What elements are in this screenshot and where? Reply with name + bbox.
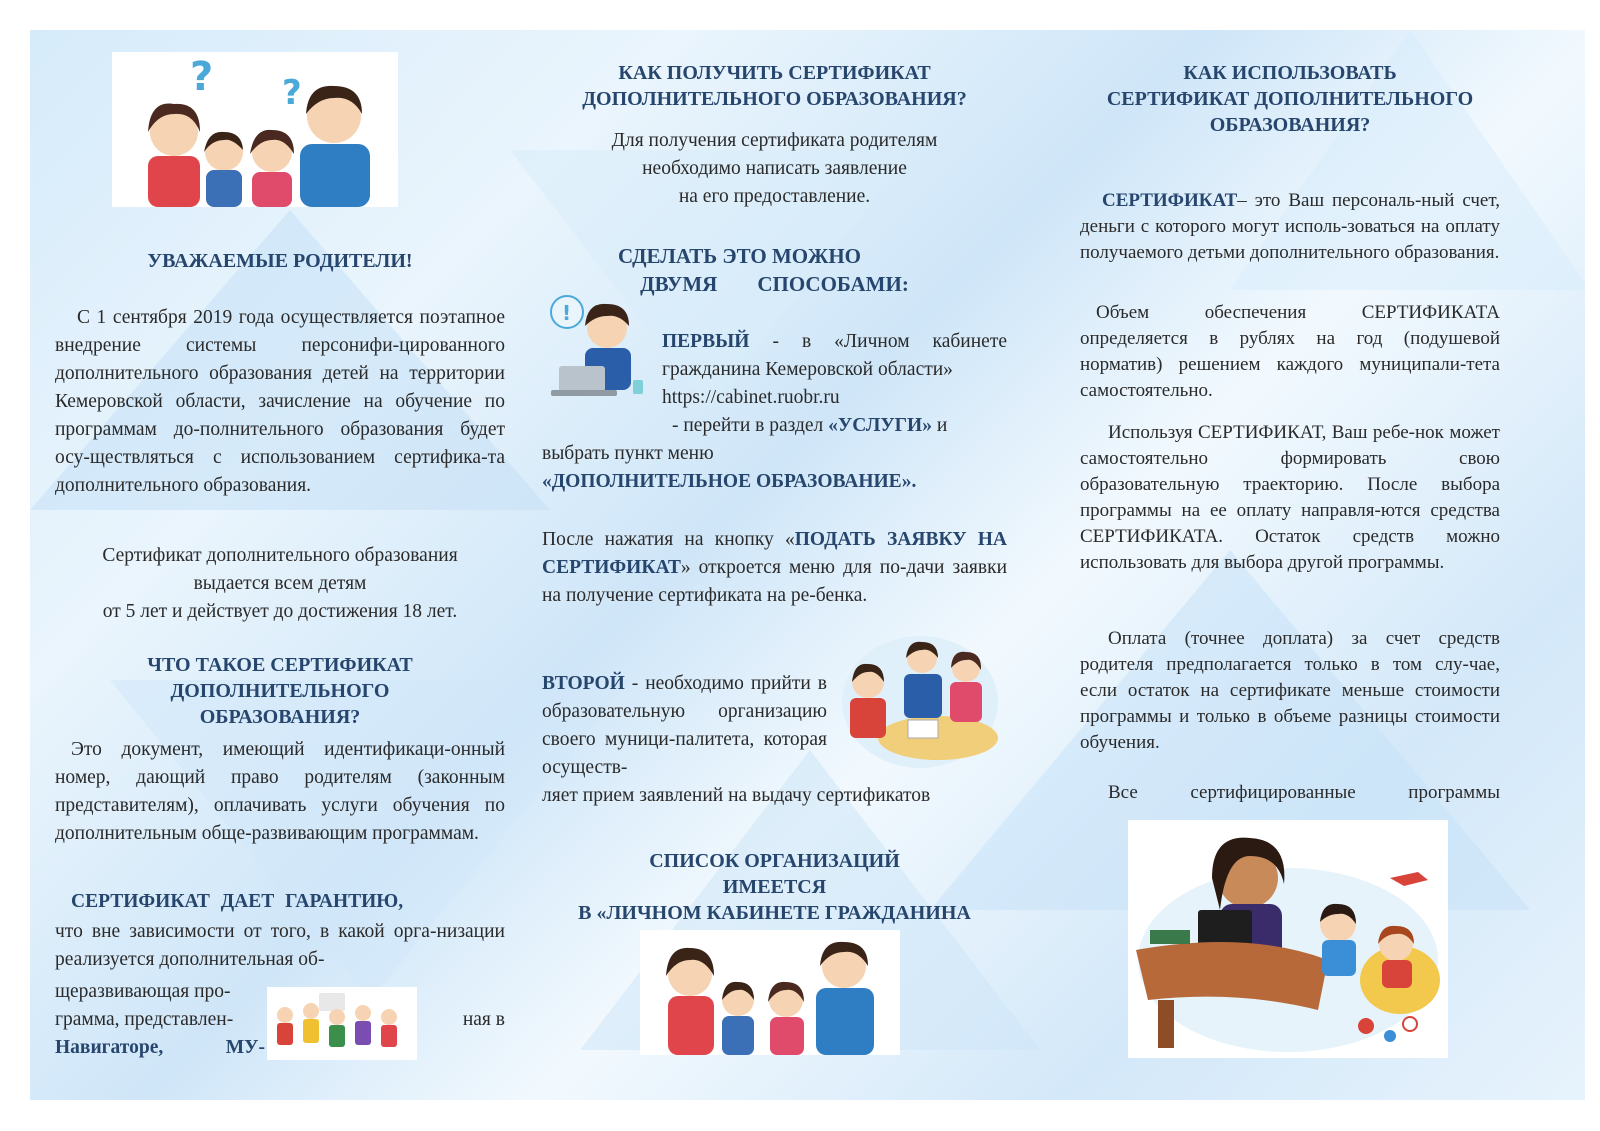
heading-word: СПОСОБАМИ <box>757 272 902 296</box>
services-menu-label: «УСЛУГИ» <box>828 415 932 436</box>
svg-text:?: ? <box>282 73 302 113</box>
text-line: необходимо написать заявление <box>642 158 907 179</box>
family-meeting-illustration <box>838 628 1003 768</box>
after-click-paragraph <box>542 526 1007 610</box>
text-line: Для получения сертификата родителям <box>611 130 938 151</box>
guarantee-heading <box>55 888 505 916</box>
issued-line: от 5 лет и действует до достижения 18 лет. <box>102 601 458 622</box>
first-way-paragraph <box>662 328 1007 412</box>
guarantee-paragraph: что вне зависимости от того, в какой орга-низации реализуется дополнительная об- <box>55 921 505 970</box>
heading-line: ОБРАЗОВАНИЯ? <box>199 706 361 728</box>
volume-paragraph: Объем обеспечения СЕРТИФИКАТА определяется в рублях на год (подушевой норматив) решением каждого муниципали-тета самостоятельно. <box>1080 302 1500 401</box>
issued-paragraph <box>55 542 505 626</box>
first-way-text: и <box>936 415 948 436</box>
intro-paragraph: С 1 сентября 2019 года осуществляется поэтапное внедрение системы персонифи-цированного дополнительного образования детей на территории Кемеровской области, зачисление на обучение по программам до-полнительного образования будет осу-ществляться с использованием сертифика-та дополнительного образования. <box>55 307 505 496</box>
greeting-heading: УВАЖАЕМЫЕ РОДИТЕЛИ! <box>147 250 413 272</box>
heading-line: КАК ПОЛУЧИТЬ СЕРТИФИКАТ <box>618 62 931 84</box>
heading-line: В «ЛИЧНОМ КАБИНЕТЕ ГРАЖДАНИНА <box>578 902 971 924</box>
guarantee-bold: СЕРТИФИКАТ ДАЕТ ГАРАНТИЮ, <box>71 891 404 912</box>
using-paragraph: Используя СЕРТИФИКАТ, Ваш ребе-нок может самостоятельно формировать свою образовательную траекторию. После выбора программы на ее оплату направля-ются средства СЕРТИФИКАТА. Остаток средств можно использовать для выбора другой программы. <box>1080 422 1500 573</box>
first-way-label: ПЕРВЫЙ <box>662 331 750 352</box>
two-ways-heading: СДЕЛАТЬ ЭТО МОЖНО ДВУМЯ СПОСОБАМИ: <box>542 242 1007 298</box>
guarantee-left-text <box>55 978 265 1062</box>
heading-line: СЕРТИФИКАТ ДОПОЛНИТЕЛЬНОГО <box>1106 88 1474 110</box>
right-panel <box>1080 30 1500 1100</box>
organizations-list-heading <box>542 848 1007 926</box>
navigator-bold: Навигаторе, <box>55 1037 164 1058</box>
svg-text:!: ! <box>562 301 572 325</box>
text-line: на его предоставление. <box>678 186 871 207</box>
brochure-sheet <box>30 30 1585 1100</box>
family-thinking-illustration <box>112 52 398 207</box>
heading-word: ДВУМЯ <box>640 272 718 296</box>
after-click-text: » откроется меню для по-дачи заявки на получение сертификата на ре-бенка. <box>542 557 1007 606</box>
children-reading-illustration <box>267 987 417 1060</box>
heading-line: СДЕЛАТЬ ЭТО МОЖНО <box>617 244 862 268</box>
how-to-get-paragraph <box>542 127 1007 211</box>
first-way-text: - перейти в раздел <box>672 415 824 436</box>
first-way-paragraph-cont <box>542 412 1007 496</box>
issued-line: выдается всем детям <box>193 573 367 594</box>
apply-button-label: ПОДАТЬ ЗАЯВКУ НА СЕРТИФИКАТ <box>542 529 1007 578</box>
additional-education-menu-label: «ДОПОЛНИТЕЛЬНОЕ ОБРАЗОВАНИЕ». <box>542 471 917 492</box>
first-way-text: - в «Личном кабинете гражданина Кемеровской области» <box>662 331 1008 380</box>
cabinet-link[interactable]: https://cabinet.ruobr.ru <box>662 387 840 408</box>
guarantee-right-text: ная в <box>462 1009 505 1030</box>
heading-line: ДОПОЛНИТЕЛЬНОГО ОБРАЗОВАНИЯ? <box>582 88 967 110</box>
text-line: щеразвивающая про- <box>55 981 231 1002</box>
heading-line: ОБРАЗОВАНИЯ? <box>1209 114 1371 136</box>
second-way-label: ВТОРОЙ <box>542 673 625 694</box>
second-way-paragraph <box>542 670 827 782</box>
man-with-laptop-illustration <box>537 288 657 403</box>
certified-programs-paragraph: Все сертифицированные программы <box>1108 782 1500 803</box>
family-smiling-illustration <box>640 930 900 1055</box>
how-to-use-heading <box>1080 60 1500 138</box>
after-click-text: После нажатия на кнопку « <box>542 529 795 550</box>
mother-working-with-kids-illustration <box>1128 820 1448 1058</box>
how-to-get-heading <box>542 60 1007 112</box>
middle-panel <box>542 30 1007 1100</box>
what-is-paragraph: Это документ, имеющий идентификаци-онный номер, дающий право родителям (законным представителям), оплачивать услуги обучения по дополнительным обще-развивающим программам. <box>55 739 505 844</box>
payment-paragraph: Оплата (точнее доплата) за счет средств родителя предполагается только в том слу-чае, если остаток на сертификате меньше стоимости программы и только в объеме разницы стоимости обучения. <box>1080 628 1500 753</box>
heading-line: ЧТО ТАКОЕ СЕРТИФИКАТ <box>147 654 413 676</box>
svg-text:?: ? <box>190 54 214 100</box>
heading-line: ДОПОЛНИТЕЛЬНОГО <box>170 680 390 702</box>
text-line: грамма, представлен- <box>55 1009 234 1030</box>
heading-line: ИМЕЕТСЯ <box>722 876 827 898</box>
second-way-paragraph-cont: ляет прием заявлений на выдачу сертификатов <box>542 785 931 806</box>
heading-line: СПИСОК ОРГАНИЗАЦИЙ <box>649 850 900 872</box>
issued-line: Сертификат дополнительного образования <box>102 545 458 566</box>
certificate-text: – это Ваш персональ-ный счет, деньги с которого могут исполь-зоваться на оплату получаемого детьми дополнительного образования. <box>1080 190 1500 263</box>
certificate-definition-paragraph <box>1080 188 1500 266</box>
second-way-text: - необходимо прийти в образовательную организацию своего муници-палитета, которая осуществ- <box>542 673 827 778</box>
mu-bold: МУ- <box>225 1037 265 1058</box>
first-way-text: выбрать пункт меню <box>542 443 714 464</box>
heading-line: КАК ИСПОЛЬЗОВАТЬ <box>1183 62 1397 84</box>
certificate-bold: СЕРТИФИКАТ <box>1102 190 1238 211</box>
left-panel <box>55 30 505 1100</box>
what-is-heading <box>55 652 505 730</box>
